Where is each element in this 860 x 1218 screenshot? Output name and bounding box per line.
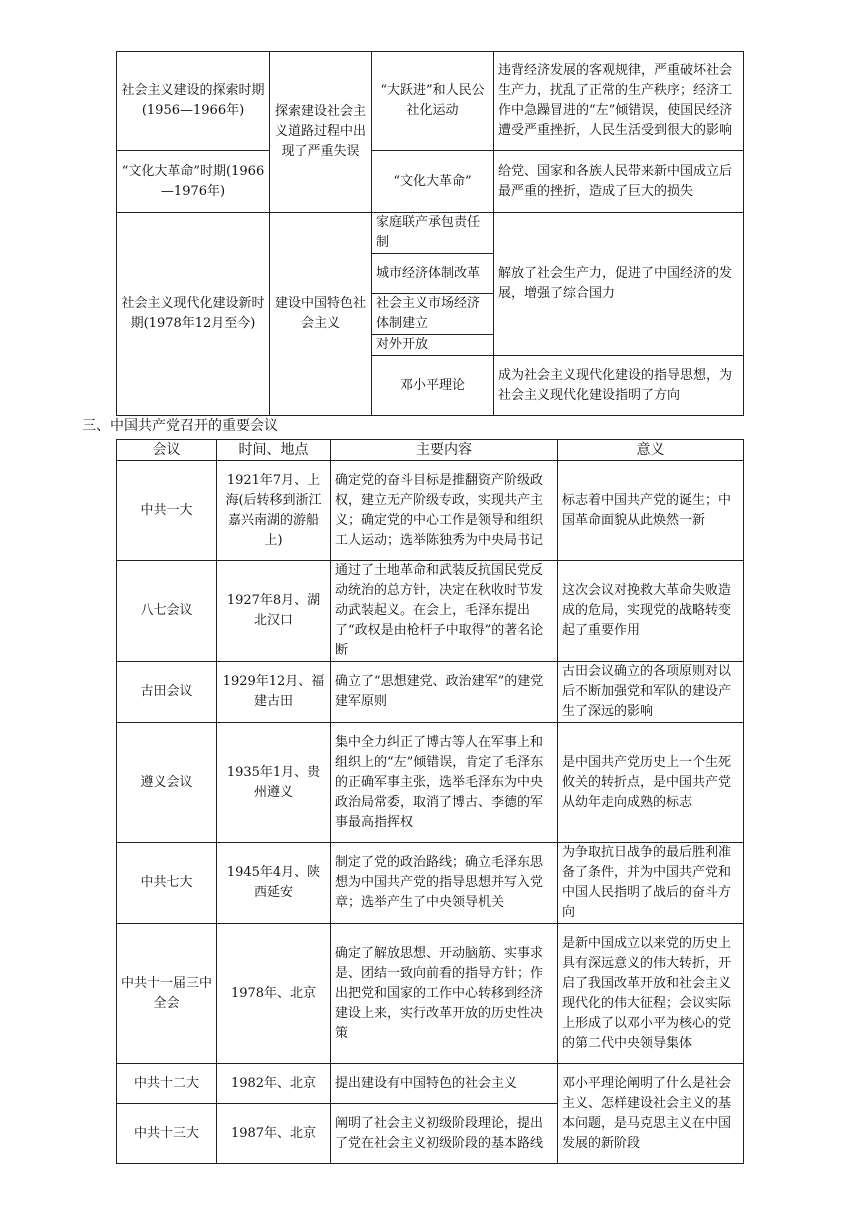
content-cell: 确定了解放思想、开动脑筋、实事求是、团结一致向前看的指导方针；作出把党和国家的工作中心转移到经济建设上来，实行改革开放的历史性决策 [331,924,558,1064]
time-place-cell: 1978年、北京 [217,924,331,1064]
meeting-cell: 中共十三大 [117,1104,217,1164]
impact-cell: 成为社会主义现代化建设的指导思想，为社会主义现代化建设指明了方向 [494,356,744,416]
event-cell: “大跃进”和人民公社化运动 [372,52,494,151]
table-row [117,662,744,723]
construction-periods-table [116,51,744,416]
table-row [117,843,744,924]
significance-cell: 古田会议确立的各项原则对以后不断加强党和军队的建设产生了深远的影响 [558,662,744,723]
table-row [117,1064,744,1104]
column-header: 意义 [558,440,744,461]
content-cell: 制定了党的政治路线；确立毛泽东思想为中国共产党的指导思想并写入党章；选举产生了中央领导机关 [331,843,558,924]
content-cell: 提出建设有中国特色的社会主义 [331,1064,558,1104]
significance-cell: 是新中国成立以来党的历史上具有深远意义的伟大转折，开启了我国改革开放和社会主义现代化的伟大征程；会议实际上形成了以邓小平为核心的党的第二代中央领导集体 [558,924,744,1064]
event-cell: 社会主义市场经济体制建立 [372,294,494,335]
significance-cell: 标志着中国共产党的诞生；中国革命面貌从此焕然一新 [558,461,744,561]
time-place-cell: 1921年7月、上海(后转移到浙江嘉兴南湖的游船上) [217,461,331,561]
table-row [117,52,744,151]
meeting-cell: 八七会议 [117,561,217,662]
table-header-row [117,440,744,461]
significance-cell: 是中国共产党历史上一个生死攸关的转折点，是中国共产党从幼年走向成熟的标志 [558,723,744,843]
table-row [117,723,744,843]
time-place-cell: 1987年、北京 [217,1104,331,1164]
time-place-cell: 1935年1月、贵州遵义 [217,723,331,843]
event-cell: 家庭联产承包责任制 [372,213,494,254]
content-cell: 确定党的奋斗目标是推翻资产阶级政权，建立无产阶级专政，实现共产主义；确定党的中心工作是领导和组织工人运动；选举陈独秀为中央局书记 [331,461,558,561]
impact-cell: 给党、国家和各族人民带来新中国成立后最严重的挫折，造成了巨大的损失 [494,151,744,213]
event-cell: 对外开放 [372,335,494,356]
meetings-table [116,439,744,1164]
column-header: 主要内容 [331,440,558,461]
significance-cell: 这次会议对挽救大革命失败造成的危局，实现党的战略转变起了重要作用 [558,561,744,662]
meeting-cell: 中共十一届三中全会 [117,924,217,1064]
period-cell: 社会主义现代化建设新时期(1978年12月至今) [117,213,270,416]
period-cell: “文化大革命”时期(1966—1976年) [117,151,270,213]
impact-cell: 违背经济发展的客观规律，严重破坏社会生产力，扰乱了正常的生产秩序；经济工作中急躁冒进的“左”倾错误，使国民经济遭受严重挫折，人民生活受到很大的影响 [494,52,744,151]
time-place-cell: 1982年、北京 [217,1064,331,1104]
theme-cell: 探索建设社会主义道路过程中出现了严重失误 [270,52,372,213]
meeting-cell: 中共十二大 [117,1064,217,1104]
content-cell: 确立了“思想建党、政治建军”的建党建军原则 [331,662,558,723]
table-row [117,924,744,1064]
meeting-cell: 遵义会议 [117,723,217,843]
period-cell: 社会主义建设的探索时期(1956—1966年) [117,52,270,151]
time-place-cell: 1929年12月、福建古田 [217,662,331,723]
time-place-cell: 1945年4月、陕西延安 [217,843,331,924]
section-title: 三、中国共产党召开的重要会议 [82,418,278,434]
meeting-cell: 中共一大 [117,461,217,561]
content-cell: 通过了土地革命和武装反抗国民党反动统治的总方针，决定在秋收时节发动武装起义。在会上，毛泽东提出了“政权是由枪杆子中取得”的著名论断 [331,561,558,662]
column-header: 会议 [117,440,217,461]
significance-cell: 为争取抗日战争的最后胜利准备了条件，并为中国共产党和中国人民指明了战后的奋斗方向 [558,843,744,924]
event-cell: “文化大革命” [372,151,494,213]
time-place-cell: 1927年8月、湖北汉口 [217,561,331,662]
column-header: 时间、地点 [217,440,331,461]
meeting-cell: 中共七大 [117,843,217,924]
event-cell: 邓小平理论 [372,356,494,416]
theme-cell: 建设中国特色社会主义 [270,213,372,416]
impact-cell: 解放了社会生产力，促进了中国经济的发展，增强了综合国力 [494,213,744,356]
table-row [117,461,744,561]
event-cell: 城市经济体制改革 [372,254,494,294]
meeting-cell: 古田会议 [117,662,217,723]
table-row [117,561,744,662]
content-cell: 阐明了社会主义初级阶段理论，提出了党在社会主义初级阶段的基本路线 [331,1104,558,1164]
significance-cell: 邓小平理论阐明了什么是社会主义、怎样建设社会主义的基本问题，是马克思主义在中国发展的新阶段 [558,1064,744,1164]
content-cell: 集中全力纠正了博古等人在军事上和组织上的“左”倾错误，肯定了毛泽东的正确军事主张，选举毛泽东为中央政治局常委，取消了博古、李德的军事最高指挥权 [331,723,558,843]
table-row [117,151,744,213]
table-row [117,213,744,254]
